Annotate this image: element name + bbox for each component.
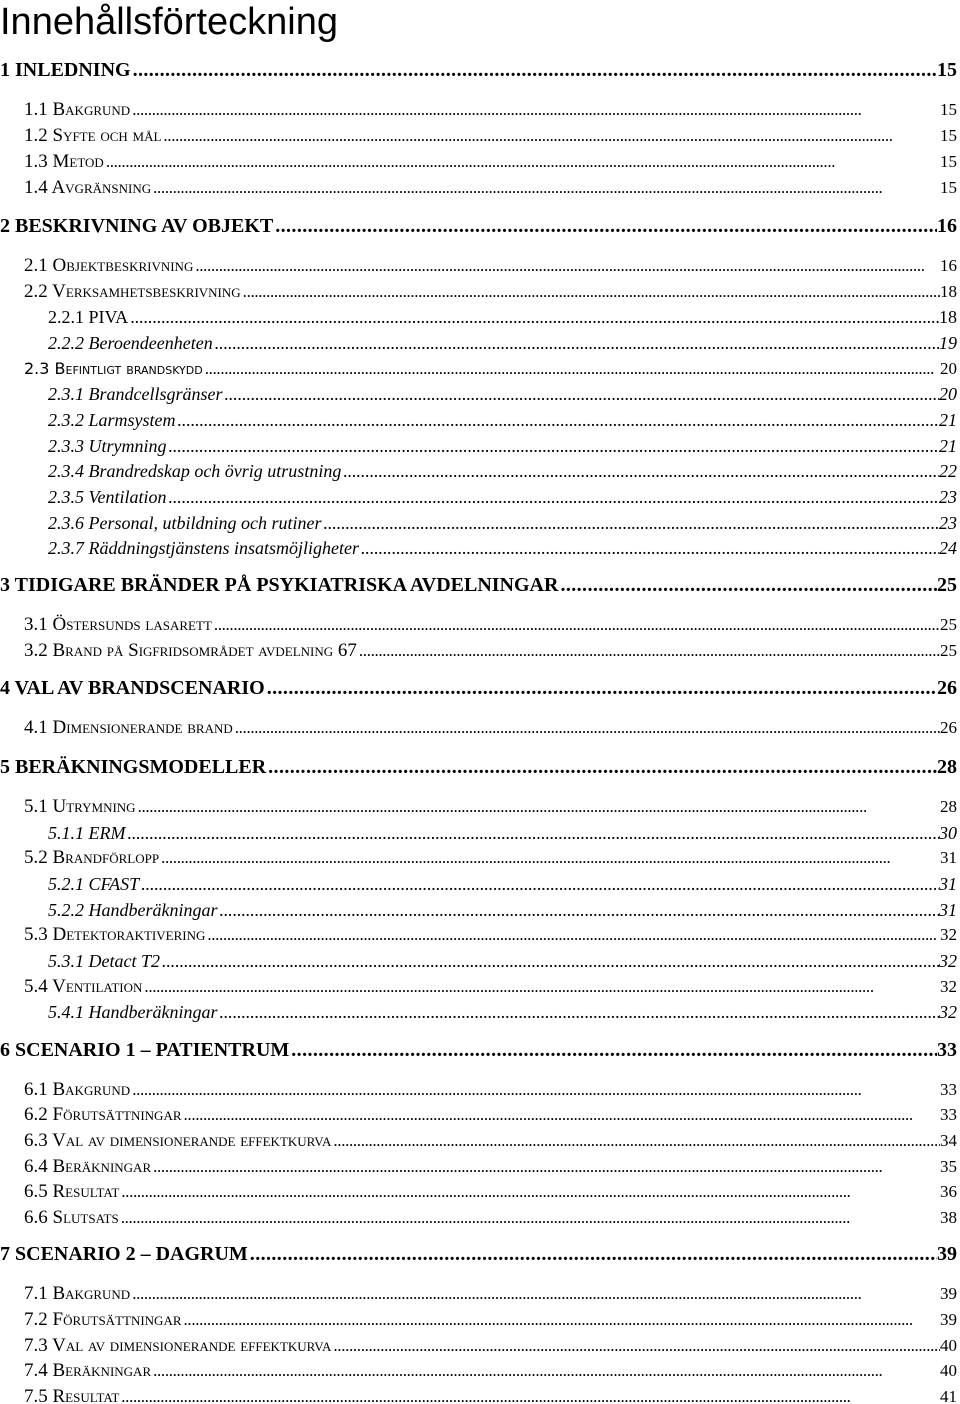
- dot-leader: [119, 1385, 940, 1404]
- toc-entry-label: 1.3 Metod: [24, 151, 104, 172]
- toc-entry-page-number: 28: [940, 797, 957, 816]
- toc-entry-label: 2.3.3 Utrymning: [48, 436, 167, 456]
- toc-entry-level-3[interactable]: [0, 1000, 957, 1024]
- toc-entry-level-1[interactable]: [0, 58, 957, 82]
- dot-leader: [359, 536, 939, 560]
- toc-entry-label: 2.3.5 Ventilation: [48, 487, 167, 507]
- toc-entry-label: 5.1 Utrymning: [24, 796, 136, 817]
- toc-entry-label: 1.4 Avgränsning: [24, 177, 152, 198]
- toc-entry-page-number: 32: [940, 977, 957, 996]
- toc-entry-label: 5.2.2 Handberäkningar: [48, 900, 218, 920]
- dot-leader: [218, 1000, 940, 1024]
- toc-entry-level-1[interactable]: [0, 214, 957, 238]
- toc-entry-page-number: 31: [939, 874, 957, 894]
- dot-leader: [130, 98, 940, 122]
- toc-entry-level-2[interactable]: [0, 1103, 957, 1127]
- dot-leader: [331, 1129, 940, 1153]
- dot-leader: [248, 1242, 937, 1266]
- dot-leader: [136, 795, 940, 819]
- toc-entry-label: 2.3 Befintligt brandskydd: [24, 359, 203, 378]
- toc-entry-page-number: 26: [937, 677, 957, 699]
- dot-leader: [266, 755, 937, 779]
- toc-entry-page-number: 32: [940, 925, 957, 944]
- toc-entry-label: 5 BERÄKNINGSMODELLER: [0, 756, 267, 778]
- toc-entry-level-3[interactable]: [0, 434, 957, 458]
- toc-entry-page-number: 24: [939, 538, 957, 558]
- dot-leader: [203, 357, 940, 381]
- toc-entry-page-number: 39: [937, 1243, 957, 1265]
- toc-entry-page-number: 18: [939, 307, 957, 327]
- toc-entry-page-number: 39: [940, 1310, 957, 1329]
- toc-entry-label: 6.3 Val av dimensionerande effektkurva: [24, 1130, 332, 1151]
- toc-entry-page-number: 16: [940, 256, 957, 275]
- toc-entry-label: 5.4.1 Handberäkningar: [48, 1002, 218, 1022]
- toc-entry-page-number: 32: [939, 951, 957, 971]
- dot-leader: [341, 459, 939, 483]
- toc-entry-level-2[interactable]: [0, 613, 957, 637]
- toc-entry-label: 5.4 Ventilation: [24, 976, 143, 997]
- dot-leader: [119, 1180, 940, 1204]
- toc-entry-page-number: 34: [940, 1131, 957, 1150]
- toc-entry-label: 2 BESKRIVNING AV OBJEKT: [0, 215, 274, 237]
- toc-entry-level-2[interactable]: [0, 795, 957, 819]
- toc-entry-level-2[interactable]: [0, 254, 957, 278]
- toc-entry-page-number: 22: [939, 461, 957, 481]
- dot-leader: [223, 382, 940, 406]
- dot-leader: [205, 923, 940, 947]
- toc-entry-page-number: 19: [939, 333, 957, 353]
- toc-entry-level-2[interactable]: [0, 639, 957, 663]
- toc-entry-label: 6.6 Slutsats: [24, 1207, 119, 1228]
- dot-leader: [160, 949, 939, 973]
- toc-entry-label: 7.4 Beräkningar: [24, 1360, 152, 1381]
- toc-entry-level-3[interactable]: [0, 305, 957, 329]
- toc-entry-label: 1.1 Bakgrund: [24, 99, 131, 120]
- toc-entry-level-2[interactable]: [0, 150, 957, 174]
- toc-entry-page-number: 23: [939, 513, 957, 533]
- dot-leader: [161, 124, 940, 148]
- toc-entry-level-3[interactable]: [0, 536, 957, 560]
- toc-entry-level-2[interactable]: [0, 176, 957, 200]
- dot-leader: [322, 511, 940, 535]
- toc-entry-level-3[interactable]: [0, 485, 957, 509]
- toc-entry-page-number: 33: [940, 1105, 957, 1124]
- toc-entry-label: 6.2 Förutsättningar: [24, 1104, 182, 1125]
- toc-entry-label: 7.1 Bakgrund: [24, 1283, 131, 1304]
- toc-entry-page-number: 41: [940, 1387, 957, 1404]
- toc-entry-label: 5.3.1 Detact T2: [48, 951, 160, 971]
- toc-entry-level-3[interactable]: [0, 898, 957, 922]
- toc-entry-level-2[interactable]: [0, 1359, 957, 1383]
- toc-entry-label: 2.3.4 Brandredskap och övrig utrustning: [48, 461, 342, 481]
- dot-leader: [331, 1334, 940, 1358]
- toc-entry-level-1[interactable]: [0, 676, 957, 700]
- toc-entry-label: 3 TIDIGARE BRÄNDER PÅ PSYKIATRISKA AVDELNINGAR: [0, 574, 559, 596]
- toc-entry-label: 2.2.1 PIVA: [48, 307, 129, 327]
- dot-leader: [130, 1078, 940, 1102]
- toc-entry-level-2[interactable]: [0, 1078, 957, 1102]
- toc-entry-page-number: 25: [940, 615, 957, 634]
- dot-leader: [182, 1103, 940, 1127]
- toc-entry-label: 5.2 Brandförlopp: [24, 847, 160, 868]
- toc-entry-page-number: 35: [940, 1157, 957, 1176]
- dot-leader: [167, 485, 940, 509]
- toc-entry-label: 6.5 Resultat: [24, 1181, 120, 1202]
- dot-leader: [167, 434, 940, 458]
- toc-entry-page-number: 15: [940, 100, 957, 119]
- toc-entry-label: 2.3.7 Räddningstjänstens insatsmöjligheter: [48, 538, 360, 558]
- toc-entry-page-number: 40: [940, 1336, 957, 1355]
- toc-entry-page-number: 15: [940, 126, 957, 145]
- dot-leader: [159, 846, 940, 870]
- toc-entry-level-2[interactable]: [0, 1180, 957, 1204]
- toc-entry-page-number: 30: [939, 823, 957, 843]
- toc-entry-page-number: 15: [940, 178, 957, 197]
- toc-entry-page-number: 26: [940, 718, 957, 737]
- toc-entry-page-number: 33: [937, 1039, 957, 1061]
- dot-leader: [128, 305, 939, 329]
- toc-entry-level-3[interactable]: [0, 382, 957, 406]
- toc-entry-level-3[interactable]: [0, 949, 957, 973]
- toc-entry-label: 7 SCENARIO 2 – DAGRUM: [0, 1243, 248, 1265]
- toc-entry-label: 3.2 Brand på Sigfridsområdet avdelning 67: [24, 640, 357, 661]
- toc-entry-label: 5.1.1 ERM: [48, 823, 126, 843]
- dot-leader: [142, 975, 940, 999]
- toc-entry-label: 6 SCENARIO 1 – PATIENTRUM: [0, 1039, 290, 1061]
- toc-entry-level-2[interactable]: [0, 357, 957, 381]
- toc-entry-level-3[interactable]: [0, 511, 957, 535]
- dot-leader: [104, 150, 940, 174]
- dot-leader: [289, 1038, 937, 1062]
- dot-leader: [213, 331, 939, 355]
- toc-entry-page-number: 39: [940, 1284, 957, 1303]
- toc-entry-label: 2.1 Objektbeskrivning: [24, 255, 194, 276]
- dot-leader: [151, 176, 940, 200]
- dot-leader: [265, 676, 937, 700]
- toc-entry-level-2[interactable]: [0, 1385, 957, 1404]
- toc-entry-page-number: 20: [939, 384, 957, 404]
- dot-leader: [233, 716, 940, 740]
- toc-entry-level-3[interactable]: [0, 872, 957, 896]
- dot-leader: [130, 1282, 940, 1306]
- toc-entry-level-3[interactable]: [0, 408, 957, 432]
- toc-entry-label: 2.3.1 Brandcellsgränser: [48, 384, 223, 404]
- toc-entry-level-1[interactable]: [0, 755, 957, 779]
- dot-leader: [241, 280, 940, 304]
- dot-leader: [357, 639, 940, 663]
- toc-entry-label: 4 VAL AV BRANDSCENARIO: [0, 677, 265, 699]
- toc-entry-page-number: 25: [940, 641, 957, 660]
- toc-entry-page-number: 32: [939, 1002, 957, 1022]
- toc-entry-level-2[interactable]: [0, 923, 957, 947]
- dot-leader: [182, 1308, 940, 1332]
- toc-entry-level-2[interactable]: [0, 1334, 957, 1358]
- toc-entry-page-number: 31: [939, 900, 957, 920]
- dot-leader: [125, 821, 939, 845]
- dot-leader: [151, 1359, 940, 1383]
- toc-entry-level-2[interactable]: [0, 1155, 957, 1179]
- toc-entry-page-number: 36: [940, 1182, 957, 1201]
- toc-entry-label: 4.1 Dimensionerande brand: [24, 717, 233, 738]
- toc-entry-label: 2.2 Verksamhetsbeskrivning: [24, 281, 241, 302]
- dot-leader: [176, 408, 939, 432]
- toc-entry-level-1[interactable]: [0, 1038, 957, 1062]
- toc-entry-page-number: 16: [937, 215, 957, 237]
- toc-entry-label: 6.4 Beräkningar: [24, 1156, 152, 1177]
- toc-entry-page-number: 21: [939, 436, 957, 456]
- dot-leader: [273, 214, 937, 238]
- toc-entry-page-number: 28: [937, 756, 957, 778]
- toc-entry-label: 5.3 Detektoraktivering: [24, 924, 206, 945]
- toc-entry-page-number: 31: [940, 848, 957, 867]
- dot-leader: [558, 573, 937, 597]
- toc-entry-level-3[interactable]: [0, 331, 957, 355]
- dot-leader: [119, 1206, 940, 1230]
- toc-entry-label: 5.2.1 CFAST: [48, 874, 140, 894]
- toc-entry-level-2[interactable]: [0, 1129, 957, 1153]
- toc-entry-level-2[interactable]: [0, 1206, 957, 1230]
- toc-entry-label: 2.3.6 Personal, utbildning och rutiner: [48, 513, 322, 533]
- toc-entry-level-2[interactable]: [0, 846, 957, 870]
- dot-leader: [151, 1155, 940, 1179]
- toc-entry-label: 1 INLEDNING: [0, 59, 131, 81]
- toc-entry-page-number: 15: [937, 59, 957, 81]
- toc-entry-label: 7.3 Val av dimensionerande effektkurva: [24, 1335, 332, 1356]
- toc-entry-page-number: 40: [940, 1361, 957, 1380]
- toc-entry-level-1[interactable]: [0, 573, 957, 597]
- toc-entry-level-2[interactable]: [0, 280, 957, 304]
- toc-entry-label: 6.1 Bakgrund: [24, 1079, 131, 1100]
- toc-entry-level-3[interactable]: [0, 821, 957, 845]
- toc-entry-page-number: 18: [940, 282, 957, 301]
- toc-entry-level-1[interactable]: [0, 1242, 957, 1266]
- toc-entry-level-2[interactable]: [0, 1282, 957, 1306]
- toc-entry-level-2[interactable]: [0, 98, 957, 122]
- dot-leader: [131, 58, 937, 82]
- toc-entry-page-number: 21: [939, 410, 957, 430]
- toc-entry-level-2[interactable]: [0, 975, 957, 999]
- toc-entry-level-2[interactable]: [0, 1308, 957, 1332]
- toc-entry-page-number: 20: [940, 359, 957, 378]
- toc-entry-level-2[interactable]: [0, 124, 957, 148]
- toc-entry-label: 2.2.2 Beroendeenheten: [48, 333, 213, 353]
- dot-leader: [218, 898, 940, 922]
- toc-entry-label: 2.3.2 Larmsystem: [48, 410, 176, 430]
- toc-entry-label: 7.2 Förutsättningar: [24, 1309, 182, 1330]
- page-title: Innehållsförteckning: [0, 1, 338, 43]
- toc-entry-page-number: 25: [937, 574, 957, 596]
- toc-entry-label: 3.1 Östersunds lasarett: [24, 614, 212, 635]
- toc-entry-label: 7.5 Resultat: [24, 1386, 120, 1404]
- toc-entry-page-number: 33: [940, 1080, 957, 1099]
- toc-entry-level-3[interactable]: [0, 459, 957, 483]
- toc-entry-page-number: 15: [940, 152, 957, 171]
- toc-entry-page-number: 38: [940, 1208, 957, 1227]
- toc-entry-level-2[interactable]: [0, 716, 957, 740]
- dot-leader: [212, 613, 940, 637]
- toc-entry-label: 1.2 Syfte och mål: [24, 125, 162, 146]
- toc-entry-page-number: 23: [939, 487, 957, 507]
- dot-leader: [193, 254, 940, 278]
- dot-leader: [139, 872, 939, 896]
